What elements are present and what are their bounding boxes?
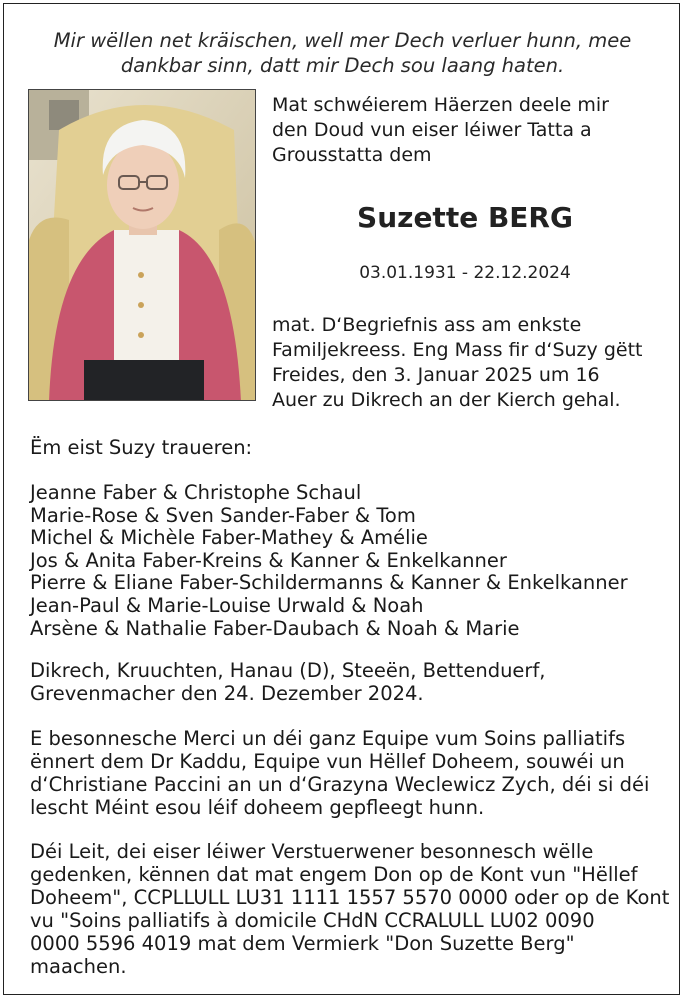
intro-line-2: den Doud vun eiser léiwer Tatta a <box>272 119 592 141</box>
portrait-illustration <box>29 90 256 401</box>
funeral-line-1: mat. D‘Begriefnis ass am enkste <box>272 314 582 336</box>
quote-line-2: dankbar sinn, datt mir Dech sou laang haten. <box>120 54 565 77</box>
quote-line-1: Mir wëllen net kräischen, well mer Dech verluer hunn, mee <box>53 29 632 52</box>
intro-text <box>272 93 658 168</box>
deceased-name: Suzette BERG <box>357 201 573 234</box>
place-line-2: Grevenmacher den 24. Dezember 2024. <box>30 682 424 705</box>
donation-line-5: 0000 5596 4019 mat dem Vermierk "Don Suzette Berg" <box>30 932 575 955</box>
funeral-announcement <box>272 313 658 413</box>
place-and-date <box>30 659 660 705</box>
life-dates: 03.01.1931 - 22.12.2024 <box>359 263 571 283</box>
mourner-entry: Michel & Michèle Faber-Mathey & Amélie <box>30 526 428 550</box>
mourner-entry: Marie-Rose & Sven Sander-Faber & Tom <box>30 503 416 527</box>
mourners-list <box>30 481 660 639</box>
donation-line-4: vu "Soins palliatifs à domicile CHdN CCRALULL LU02 0090 <box>30 909 595 932</box>
epigraph-quote <box>0 28 685 78</box>
mourner-entry: Jean-Paul & Marie-Louise Urwald & Noah <box>30 593 424 617</box>
merci-line-2: ënnert dem Dr Kaddu, Equipe vun Hëllef Doheem, souwéi un <box>30 750 625 773</box>
thanks-paragraph <box>30 727 660 819</box>
funeral-line-4: Auer zu Dikrech an der Kierch gehal. <box>272 389 621 411</box>
merci-line-1: E besonnesche Merci un déi ganz Equipe vum Soins palliatifs <box>30 727 626 750</box>
mourner-entry: Jos & Anita Faber-Kreins & Kanner & Enkelkanner <box>30 548 507 572</box>
merci-line-3: d‘Christiane Paccini an un d‘Grazyna Weclewicz Zych, déi si déi <box>30 773 650 796</box>
funeral-line-2: Familjekreess. Eng Mass fir d‘Suzy gëtt <box>272 339 643 361</box>
place-line-1: Dikrech, Kruuchten, Hanau (D), Steeën, Bettenduerf, <box>30 659 546 682</box>
donation-line-2: gedenken, kënnen dat mat engem Don op de Kont vun "Hëllef <box>30 863 638 886</box>
portrait-photo <box>28 89 256 401</box>
donation-line-3: Doheem", CCPLLULL LU31 1111 1557 5570 0000 oder op de Kont <box>30 886 670 909</box>
donation-paragraph <box>30 840 670 978</box>
merci-line-4: lescht Méint esou léif doheem gepfleegt hunn. <box>30 796 485 819</box>
donation-line-6: maachen. <box>30 955 127 978</box>
mourners-heading: Ëm eist Suzy traueren: <box>30 436 253 459</box>
mourner-entry: Jeanne Faber & Christophe Schaul <box>30 481 362 504</box>
mourner-entry: Arsène & Nathalie Faber-Daubach & Noah & Marie <box>30 616 520 640</box>
intro-line-1: Mat schwéierem Häerzen deele mir <box>272 94 609 116</box>
donation-line-1: Déi Leit, dei eiser léiwer Verstuerwener besonnesch wëlle <box>30 840 594 863</box>
funeral-line-3: Freides, den 3. Januar 2025 um 16 <box>272 364 600 386</box>
intro-line-3: Grousstatta dem <box>272 144 432 166</box>
mourner-entry: Pierre & Eliane Faber-Schildermanns & Kanner & Enkelkanner <box>30 571 628 595</box>
